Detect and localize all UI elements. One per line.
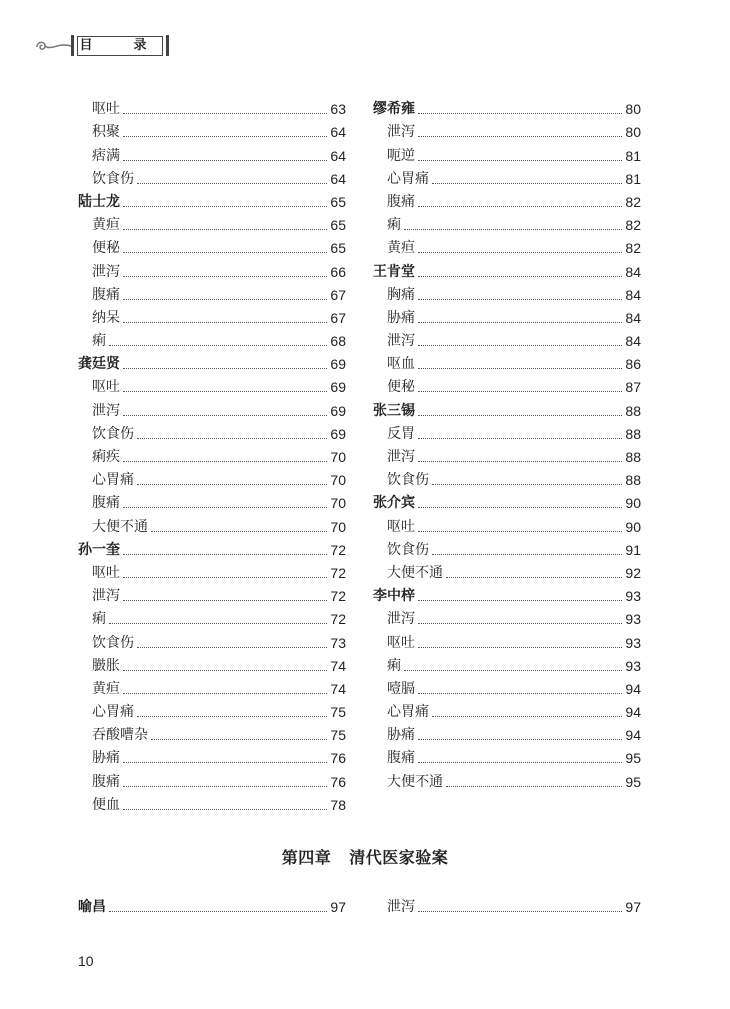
toc-entry-title: 呕吐 [387,634,415,651]
toc-entry[interactable] [78,582,346,605]
toc-entry-page: 93 [625,634,641,651]
chapter-heading [0,845,730,868]
dot-leader [418,600,622,601]
toc-entry-page: 88 [625,425,641,442]
toc-entry-page: 94 [625,704,641,721]
toc-entry-page: 90 [625,495,641,512]
toc-entry-page: 76 [330,750,346,767]
dot-leader [137,484,327,485]
toc-entry-title: 陆士龙 [78,193,120,210]
toc-entry-title: 积聚 [92,124,120,141]
dot-leader [151,531,327,532]
toc-entry-title: 痞满 [92,147,120,164]
toc-entry-title: 龚廷贤 [78,356,120,373]
toc-entry[interactable] [78,675,346,698]
toc-entry-page: 69 [330,379,346,396]
toc-entry-title: 便秘 [92,240,120,257]
toc-entry-page: 88 [625,402,641,419]
toc-entry-page: 80 [625,124,641,141]
toc-entry-title: 胁痛 [92,750,120,767]
toc-entry-page: 93 [625,588,641,605]
toc-entry-title: 反胃 [387,425,415,442]
toc-entry-title: 喻昌 [78,899,106,916]
toc-entry-page: 93 [625,657,641,674]
toc-entry-page: 82 [625,193,641,210]
toc-entry-page: 84 [625,333,641,350]
toc-entry[interactable] [78,512,346,535]
toc-entry[interactable] [373,628,641,651]
toc-author-entry[interactable] [373,489,641,512]
toc-entry-page: 90 [625,518,641,535]
toc-entry-title: 呕吐 [387,518,415,535]
toc-entry-title: 饮食伤 [387,541,429,558]
dot-leader [418,345,622,346]
toc-entry-title: 腹痛 [92,495,120,512]
toc-entry-title: 痢 [387,657,401,674]
toc-entry-page: 95 [625,750,641,767]
toc-author-entry[interactable] [373,95,641,118]
toc-entry-page: 91 [625,541,641,558]
toc-entry[interactable] [373,698,641,721]
dot-leader [418,160,622,161]
toc-entry[interactable] [373,211,641,234]
toc-entry-title: 胁痛 [387,727,415,744]
toc-entry[interactable] [373,721,641,744]
toc-entry-page: 95 [625,773,641,790]
toc-entry-page: 67 [330,309,346,326]
dot-leader [123,577,327,578]
dot-leader [446,786,622,787]
toc-entry-title: 饮食伤 [92,634,134,651]
dot-leader [432,183,622,184]
dot-leader [123,368,327,369]
dot-leader [418,693,622,694]
dot-leader [123,206,327,207]
toc-entry[interactable] [78,559,346,582]
toc-entry-title: 臌胀 [92,657,120,674]
dot-leader [418,276,622,277]
header-bar-left [71,35,74,56]
dot-leader [123,786,327,787]
dot-leader [418,531,622,532]
toc-entry-page: 81 [625,170,641,187]
dot-leader [123,415,327,416]
page-number: 10 [78,953,94,969]
toc-entry-title: 痢 [92,611,106,628]
toc-entry-page: 87 [625,379,641,396]
dot-leader [123,299,327,300]
toc-entry-page: 86 [625,356,641,373]
toc-entry-page: 74 [330,680,346,697]
toc-author-entry[interactable] [78,188,346,211]
dot-leader [123,252,327,253]
toc-entry[interactable] [78,698,346,721]
toc-entry-title: 饮食伤 [92,170,134,187]
dot-leader [137,647,327,648]
toc-entry-title: 缪希雍 [373,101,415,118]
toc-entry-title: 泄泻 [387,611,415,628]
toc-entry-page: 88 [625,472,641,489]
dot-leader [137,438,327,439]
toc-entry-title: 噎膈 [387,680,415,697]
toc-entry[interactable] [373,281,641,304]
toc-entry-title: 呕吐 [92,101,120,118]
toc-entry-page: 69 [330,356,346,373]
dot-leader [432,716,622,717]
toc-entry-page: 75 [330,704,346,721]
dot-leader [432,554,622,555]
toc-entry[interactable] [78,327,346,350]
toc-entry[interactable] [373,373,641,396]
toc-entry-title: 便血 [92,796,120,813]
toc-entry-title: 心胃痛 [92,472,134,489]
toc-entry[interactable] [78,489,346,512]
dot-leader [123,693,327,694]
toc-entry-page: 70 [330,495,346,512]
toc-entry-page: 76 [330,773,346,790]
toc-entry-page: 84 [625,286,641,303]
toc-entry[interactable] [373,327,641,350]
toc-entry[interactable] [78,165,346,188]
toc-entry-page: 94 [625,680,641,697]
dot-leader [123,762,327,763]
toc-entry-page: 82 [625,217,641,234]
toc-entry-title: 泄泻 [387,124,415,141]
toc-entry-page: 82 [625,240,641,257]
dot-leader [123,136,327,137]
toc-entry-title: 呕血 [387,356,415,373]
toc-author-entry[interactable] [373,257,641,280]
toc-entry-title: 胸痛 [387,286,415,303]
toc-entry-title: 孙一奎 [78,541,120,558]
toc-entry-title: 纳呆 [92,309,120,326]
toc-entry-page: 72 [330,564,346,581]
dot-leader [418,136,622,137]
toc-entry[interactable] [373,165,641,188]
toc-entry-title: 黄疸 [92,217,120,234]
dot-leader [123,461,327,462]
toc-entry-page: 70 [330,472,346,489]
toc-entry[interactable] [373,466,641,489]
toc-entry-title: 黄疸 [387,240,415,257]
dot-leader [123,391,327,392]
toc-entry[interactable] [373,536,641,559]
toc-entry-title: 呕吐 [92,379,120,396]
dot-leader [123,809,327,810]
dot-leader [404,229,622,230]
toc-entry-page: 65 [330,240,346,257]
dot-leader [137,716,327,717]
toc-entry-page: 74 [330,657,346,674]
toc-entry-title: 呃逆 [387,147,415,164]
toc-entry-title: 大便不通 [387,773,443,790]
toc-entry-title: 吞酸嘈杂 [92,727,148,744]
dot-leader [418,461,622,462]
toc-entry-page: 68 [330,333,346,350]
toc-entry[interactable] [373,420,641,443]
toc-entry-title: 泄泻 [92,263,120,280]
toc-entry[interactable] [78,767,346,790]
dot-leader [418,206,622,207]
dot-leader [446,577,622,578]
toc-entry-page: 63 [330,101,346,118]
toc-author-entry[interactable] [373,582,641,605]
dot-leader [418,252,622,253]
toc-entry[interactable] [373,675,641,698]
header-title: 目 录 [77,36,163,56]
toc-entry-title: 李中梓 [373,588,415,605]
dot-leader [418,507,622,508]
toc-entry-page: 64 [330,170,346,187]
toc-entry-title: 张介宾 [373,495,415,512]
toc-entry-page: 78 [330,796,346,813]
toc-entry-page: 97 [330,899,346,916]
dot-leader [418,438,622,439]
dot-leader [418,415,622,416]
swirl-ornament-icon [33,38,73,54]
toc-entry[interactable] [78,466,346,489]
toc-entry[interactable] [373,559,641,582]
dot-leader [418,911,622,912]
toc-entry-title: 腹痛 [387,750,415,767]
toc-entry-title: 心胃痛 [387,704,429,721]
toc-entry-title: 泄泻 [92,402,120,419]
toc-entry-page: 64 [330,124,346,141]
toc-entry[interactable] [78,234,346,257]
toc-entry[interactable] [78,118,346,141]
toc-entry-title: 王肯堂 [373,263,415,280]
toc-entry-title: 泄泻 [92,588,120,605]
dot-leader [123,229,327,230]
dot-leader [418,391,622,392]
chapter-title: 清代医家验案 [349,848,449,867]
toc-entry[interactable] [373,234,641,257]
toc-entry[interactable] [78,652,346,675]
toc-entry-title: 大便不通 [387,564,443,581]
toc-entry-page: 70 [330,449,346,465]
toc-entry-page: 92 [625,564,641,581]
dot-leader [109,623,327,624]
toc-entry[interactable] [78,141,346,164]
toc-entry[interactable] [78,744,346,767]
toc-entry[interactable] [373,443,641,466]
toc-entry-title: 泄泻 [387,333,415,350]
toc-entry-title: 痢 [92,333,106,350]
toc-entry-title: 腹痛 [92,773,120,790]
toc-entry-title: 痢疾 [92,449,120,465]
toc-entry-title: 便秘 [387,379,415,396]
toc-entry[interactable] [373,744,641,767]
dot-leader [418,623,622,624]
toc-entry-title: 腹痛 [387,193,415,210]
toc-author-entry[interactable] [373,396,641,419]
chapter-entries-left [78,893,346,916]
toc-entry-title: 心胃痛 [387,170,429,187]
dot-leader [418,299,622,300]
toc-entry-page: 80 [625,101,641,118]
dot-leader [432,484,622,485]
toc-entry[interactable] [78,420,346,443]
toc-entry-page: 67 [330,286,346,303]
toc-entry[interactable] [373,118,641,141]
dot-leader [123,600,327,601]
toc-author-entry[interactable] [78,536,346,559]
toc-entry[interactable] [78,281,346,304]
toc-entry-title: 呕吐 [92,564,120,581]
toc-entry[interactable] [78,396,346,419]
dot-leader [123,670,327,671]
toc-entry-page: 94 [625,727,641,744]
toc-entry[interactable] [373,652,641,675]
toc-entry-page: 72 [330,541,346,558]
dot-leader [109,911,327,912]
toc-entry-page: 97 [625,899,641,916]
toc-entry-page: 65 [330,217,346,234]
toc-entry[interactable] [373,893,641,916]
toc-entry-page: 75 [330,727,346,744]
toc-entry-page: 66 [330,263,346,280]
toc-entry-page: 72 [330,611,346,628]
toc-entry[interactable] [373,350,641,373]
toc-entry[interactable] [78,95,346,118]
dot-leader [123,322,327,323]
chapter-entries-right [373,893,641,916]
dot-leader [151,739,327,740]
toc-entry[interactable] [78,605,346,628]
toc-entry-page: 84 [625,263,641,280]
toc-entry-title: 大便不通 [92,518,148,535]
toc-entry[interactable] [78,791,346,814]
toc-entry-title: 痢 [387,217,401,234]
toc-entry[interactable] [78,443,346,466]
dot-leader [418,762,622,763]
toc-author-entry[interactable] [78,350,346,373]
dot-leader [404,670,622,671]
dot-leader [418,113,622,114]
toc-entry[interactable] [373,767,641,790]
toc-entry-page: 70 [330,518,346,535]
toc-entry-title: 泄泻 [387,899,415,916]
toc-entry[interactable] [373,188,641,211]
toc-entry[interactable] [78,211,346,234]
toc-author-entry[interactable] [78,893,346,916]
toc-entry[interactable] [78,628,346,651]
toc-entry-page: 72 [330,588,346,605]
toc-entry[interactable] [78,721,346,744]
toc-entry[interactable] [373,141,641,164]
toc-entry[interactable] [78,257,346,280]
dot-leader [123,276,327,277]
toc-entry-title: 张三锡 [373,402,415,419]
toc-entry-title: 泄泻 [387,449,415,465]
dot-leader [109,345,327,346]
dot-leader [137,183,327,184]
dot-leader [418,368,622,369]
toc-left-column [78,95,346,814]
toc-entry-page: 65 [330,193,346,210]
dot-leader [123,554,327,555]
toc-entry-page: 69 [330,402,346,419]
dot-leader [418,739,622,740]
chapter-number: 第四章 [281,848,332,867]
toc-entry[interactable] [78,304,346,327]
toc-entry[interactable] [78,373,346,396]
toc-entry-title: 心胃痛 [92,704,134,721]
toc-entry-page: 88 [625,449,641,465]
dot-leader [418,647,622,648]
toc-entry-title: 腹痛 [92,286,120,303]
dot-leader [123,507,327,508]
toc-entry[interactable] [373,304,641,327]
dot-leader [418,322,622,323]
toc-entry-page: 93 [625,611,641,628]
toc-entry-title: 饮食伤 [387,472,429,489]
header-bar-right [166,35,169,56]
toc-right-column [373,95,641,791]
dot-leader [123,113,327,114]
toc-entry-page: 64 [330,147,346,164]
toc-entry-page: 73 [330,634,346,651]
dot-leader [123,160,327,161]
toc-entry[interactable] [373,605,641,628]
toc-entry-page: 84 [625,309,641,326]
toc-entry-title: 胁痛 [387,309,415,326]
toc-entry-title: 饮食伤 [92,425,134,442]
toc-entry-page: 69 [330,425,346,442]
toc-entry-title: 黄疸 [92,680,120,697]
toc-entry-page: 81 [625,147,641,164]
toc-entry[interactable] [373,512,641,535]
